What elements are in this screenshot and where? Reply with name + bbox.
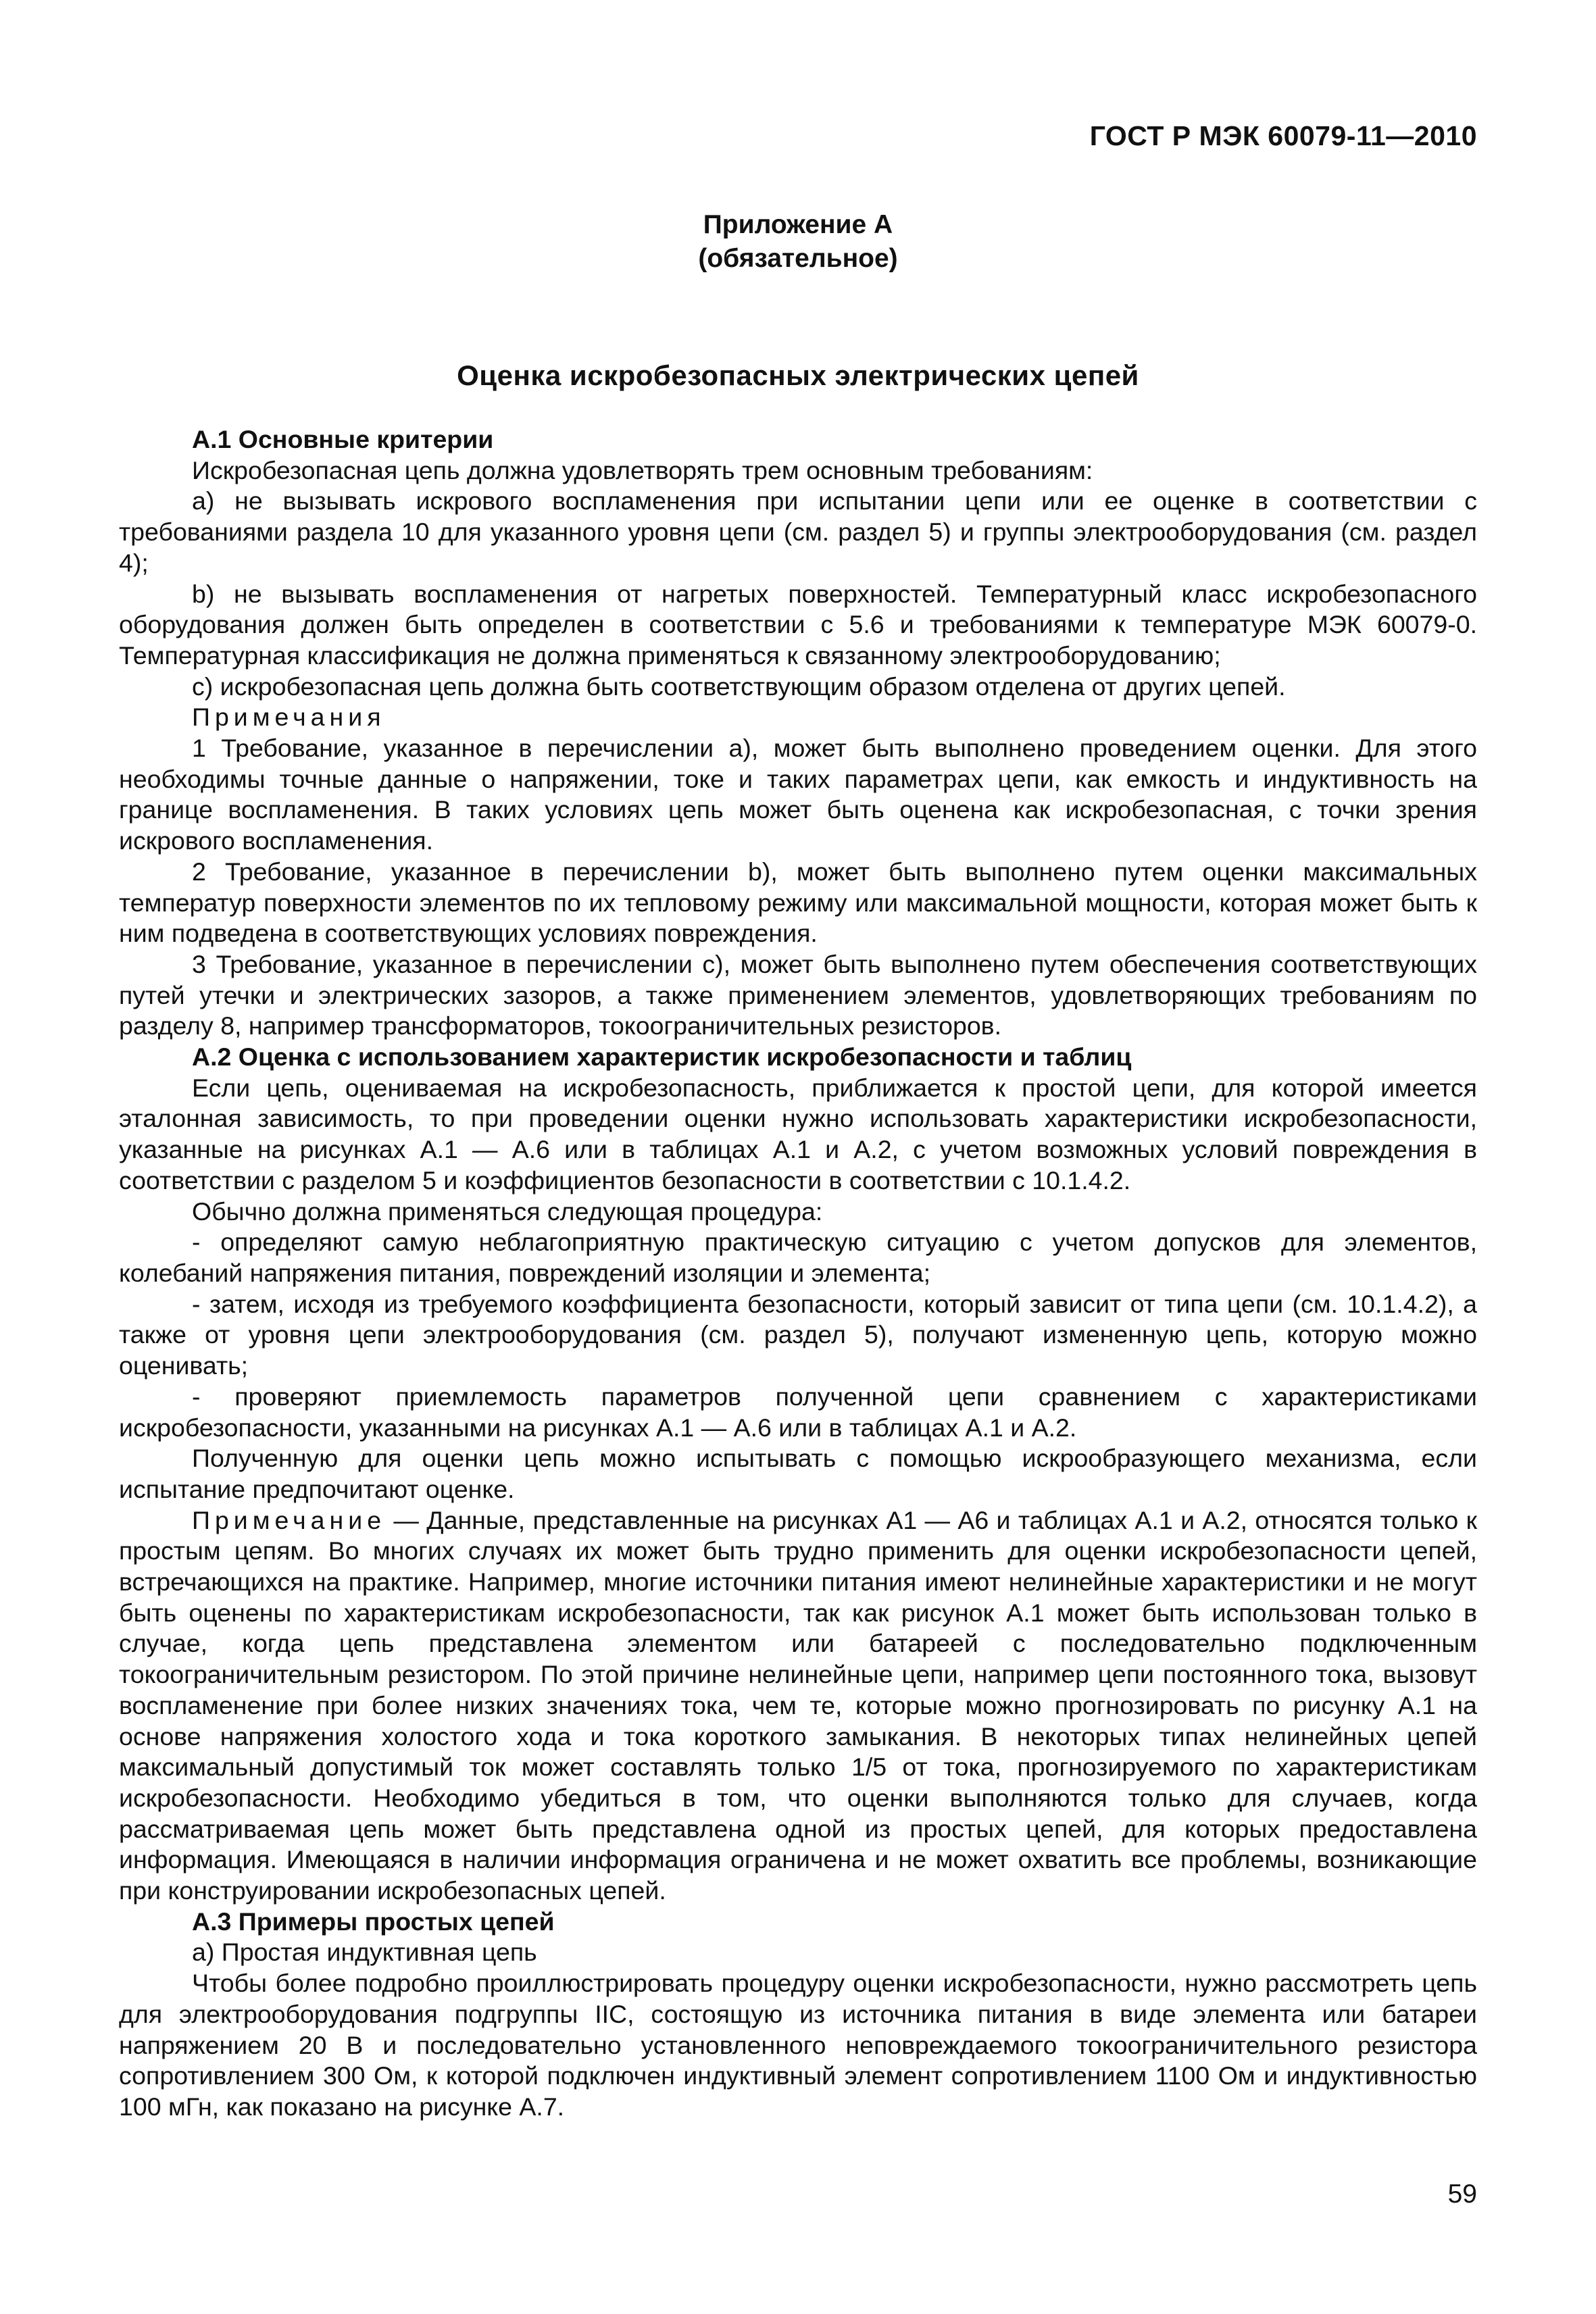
appendix-status: (обязательное) [698,244,898,273]
section-a3-heading: А.3 Примеры простых цепей [192,1907,555,1936]
appendix-title: Приложение А [703,210,893,239]
note-1: 1 Требование, указанное в перечислении а), может быть выполнено проведением оценки. Для этого необходимы точные данные о напряжении, токе и таких параметрах цепи, как емкость и индуктивность на границе воспламенения. В таких условиях цепь может быть оценена как искробезопасная, с точки зрения искрового воспламенения. [119,734,1477,855]
document-body [119,424,1477,2123]
section-a3-subheading: а) Простая индуктивная цепь [192,1938,537,1967]
procedure-step-1: - определяют самую неблагоприятную практическую ситуацию с учетом допусков для элементов, колебаний напряжения питания, повреждений изоляции и элемента; [119,1228,1477,1287]
notes-label: Примечания [192,703,386,732]
page-number: 59 [1447,2180,1477,2209]
section-a1-item-a: а) не вызывать искрового воспламенения при испытании цепи или ее оценке в соответствии с требованиями раздела 10 для указанного уровня цепи (см. раздел 5) и группы электрооборудования (см. раздел 4); [119,486,1477,577]
section-a1-heading: А.1 Основные критерии [192,425,494,453]
note-3: 3 Требование, указанное в перечислении с), может быть выполнено путем обеспечения соответствующих путей утечки и электрических зазоров, а также применением элементов, удовлетворяющих требованиям по разделу 8, например трансформаторов, токоограничительных резисторов. [119,949,1477,1040]
section-a3-paragraph-1: Чтобы более подробно проиллюстрировать процедуру оценки искробезопасности, нужно рассмотреть цепь для электрооборудования подгруппы IIC, состоящую из источника питания в виде элемента или батареи напряжением 20 В и последовательно установленного неповреждаемого токоограничительного резистора сопротивлением 300 Ом, к которой подключен индуктивный элемент сопротивлением 1100 Ом и индуктивностью 100 мГн, как показано на рисунке А.7. [119,1969,1477,2121]
section-a1-item-c: с) искробезопасная цепь должна быть соответствующим образом отделена от других цепей. [192,672,1286,701]
section-a1-intro: Искробезопасная цепь должна удовлетворять трем основным требованиям: [192,455,1093,484]
note-label: Примечание [192,1505,386,1534]
section-a2-note [119,1505,1477,1907]
note-text: — Данные, представленные на рисунках А1 — А6 и таблицах А.1 и А.2, относятся только к простым цепям. Во многих случаях их может быть трудно применить для оценки искробезопасности цепей, встречающихся на практике. Например, многие источники питания имеют нелинейные характеристики и не могут быть оценены по характеристикам искробезопасности, так как рисунок А.1 может быть использован только в случае, когда цепь представлена элементом или батареей с последовательно подключенным токоограничительным резистором. По этой причине нелинейные цепи, например цепи постоянного тока, вызовут воспламенение при более низких значениях тока, чем те, которые можно прогнозировать по рисунку А.1 на основе напряжения холостого хода и тока короткого замыкания. В некоторых типах нелинейных цепей максимальный допустимый ток может составлять только 1/5 от тока, прогнозируемого по характеристикам искробезопасности. Необходимо убедиться в том, что оценки выполняются только для случаев, когда рассматриваемая цепь может быть представлена одной из простых цепей, для которых предоставлена информация. Имеющаяся в наличии информация ограничена и не может охватить все проблемы, возникающие при конструировании искробезопасных цепей. [119,1505,1477,1905]
procedure-step-3: - проверяют приемлемость параметров полученной цепи сравнением с характеристиками искробезопасности, указанными на рисунках А.1 — А.6 или в таблицах А.1 и А.2. [119,1382,1477,1442]
document-title: Оценка искробезопасных электрических цепей [457,359,1139,391]
note-2: 2 Требование, указанное в перечислении b), может быть выполнено путем оценки максимальных температур поверхности элементов по их тепловому режиму или максимальной мощности, которая может быть к ним подведена в соответствующих условиях повреждения. [119,857,1477,948]
section-a2-paragraph-1: Если цепь, оцениваемая на искробезопасность, приближается к простой цепи, для которой имеется эталонная зависимость, то при проведении оценки нужно использовать характеристики искробезопасности, указанные на рисунках А.1 — А.6 или в таблицах А.1 и А.2, с учетом возможных условий повреждения в соответствии с разделом 5 и коэффициентов безопасности в соответствии с 10.1.4.2. [119,1073,1477,1194]
section-a2-heading: А.2 Оценка с использованием характеристик искробезопасности и таблиц [192,1042,1132,1072]
standard-code: ГОСТ Р МЭК 60079-11—2010 [1089,120,1477,151]
section-a2-paragraph-2: Обычно должна применяться следующая процедура: [192,1197,823,1226]
appendix-heading [0,208,1596,276]
section-a1-item-b: b) не вызывать воспламенения от нагретых поверхностей. Температурный класс искробезопасного оборудования должен быть определен в соответствии с 5.6 и требованиями к температуре МЭК 60079-0. Температурная классификация не должна применяться к связанному электрооборудованию; [119,579,1477,670]
section-a2-paragraph-3: Полученную для оценки цепь можно испытывать с помощью искрообразующего механизма, если испытание предпочитают оценке. [119,1444,1477,1503]
procedure-step-2: - затем, исходя из требуемого коэффициента безопасности, который зависит от типа цепи (см. 10.1.4.2), а также от уровня цепи электрооборудования (см. раздел 5), получают измененную цепь, которую можно оценивать; [119,1289,1477,1380]
